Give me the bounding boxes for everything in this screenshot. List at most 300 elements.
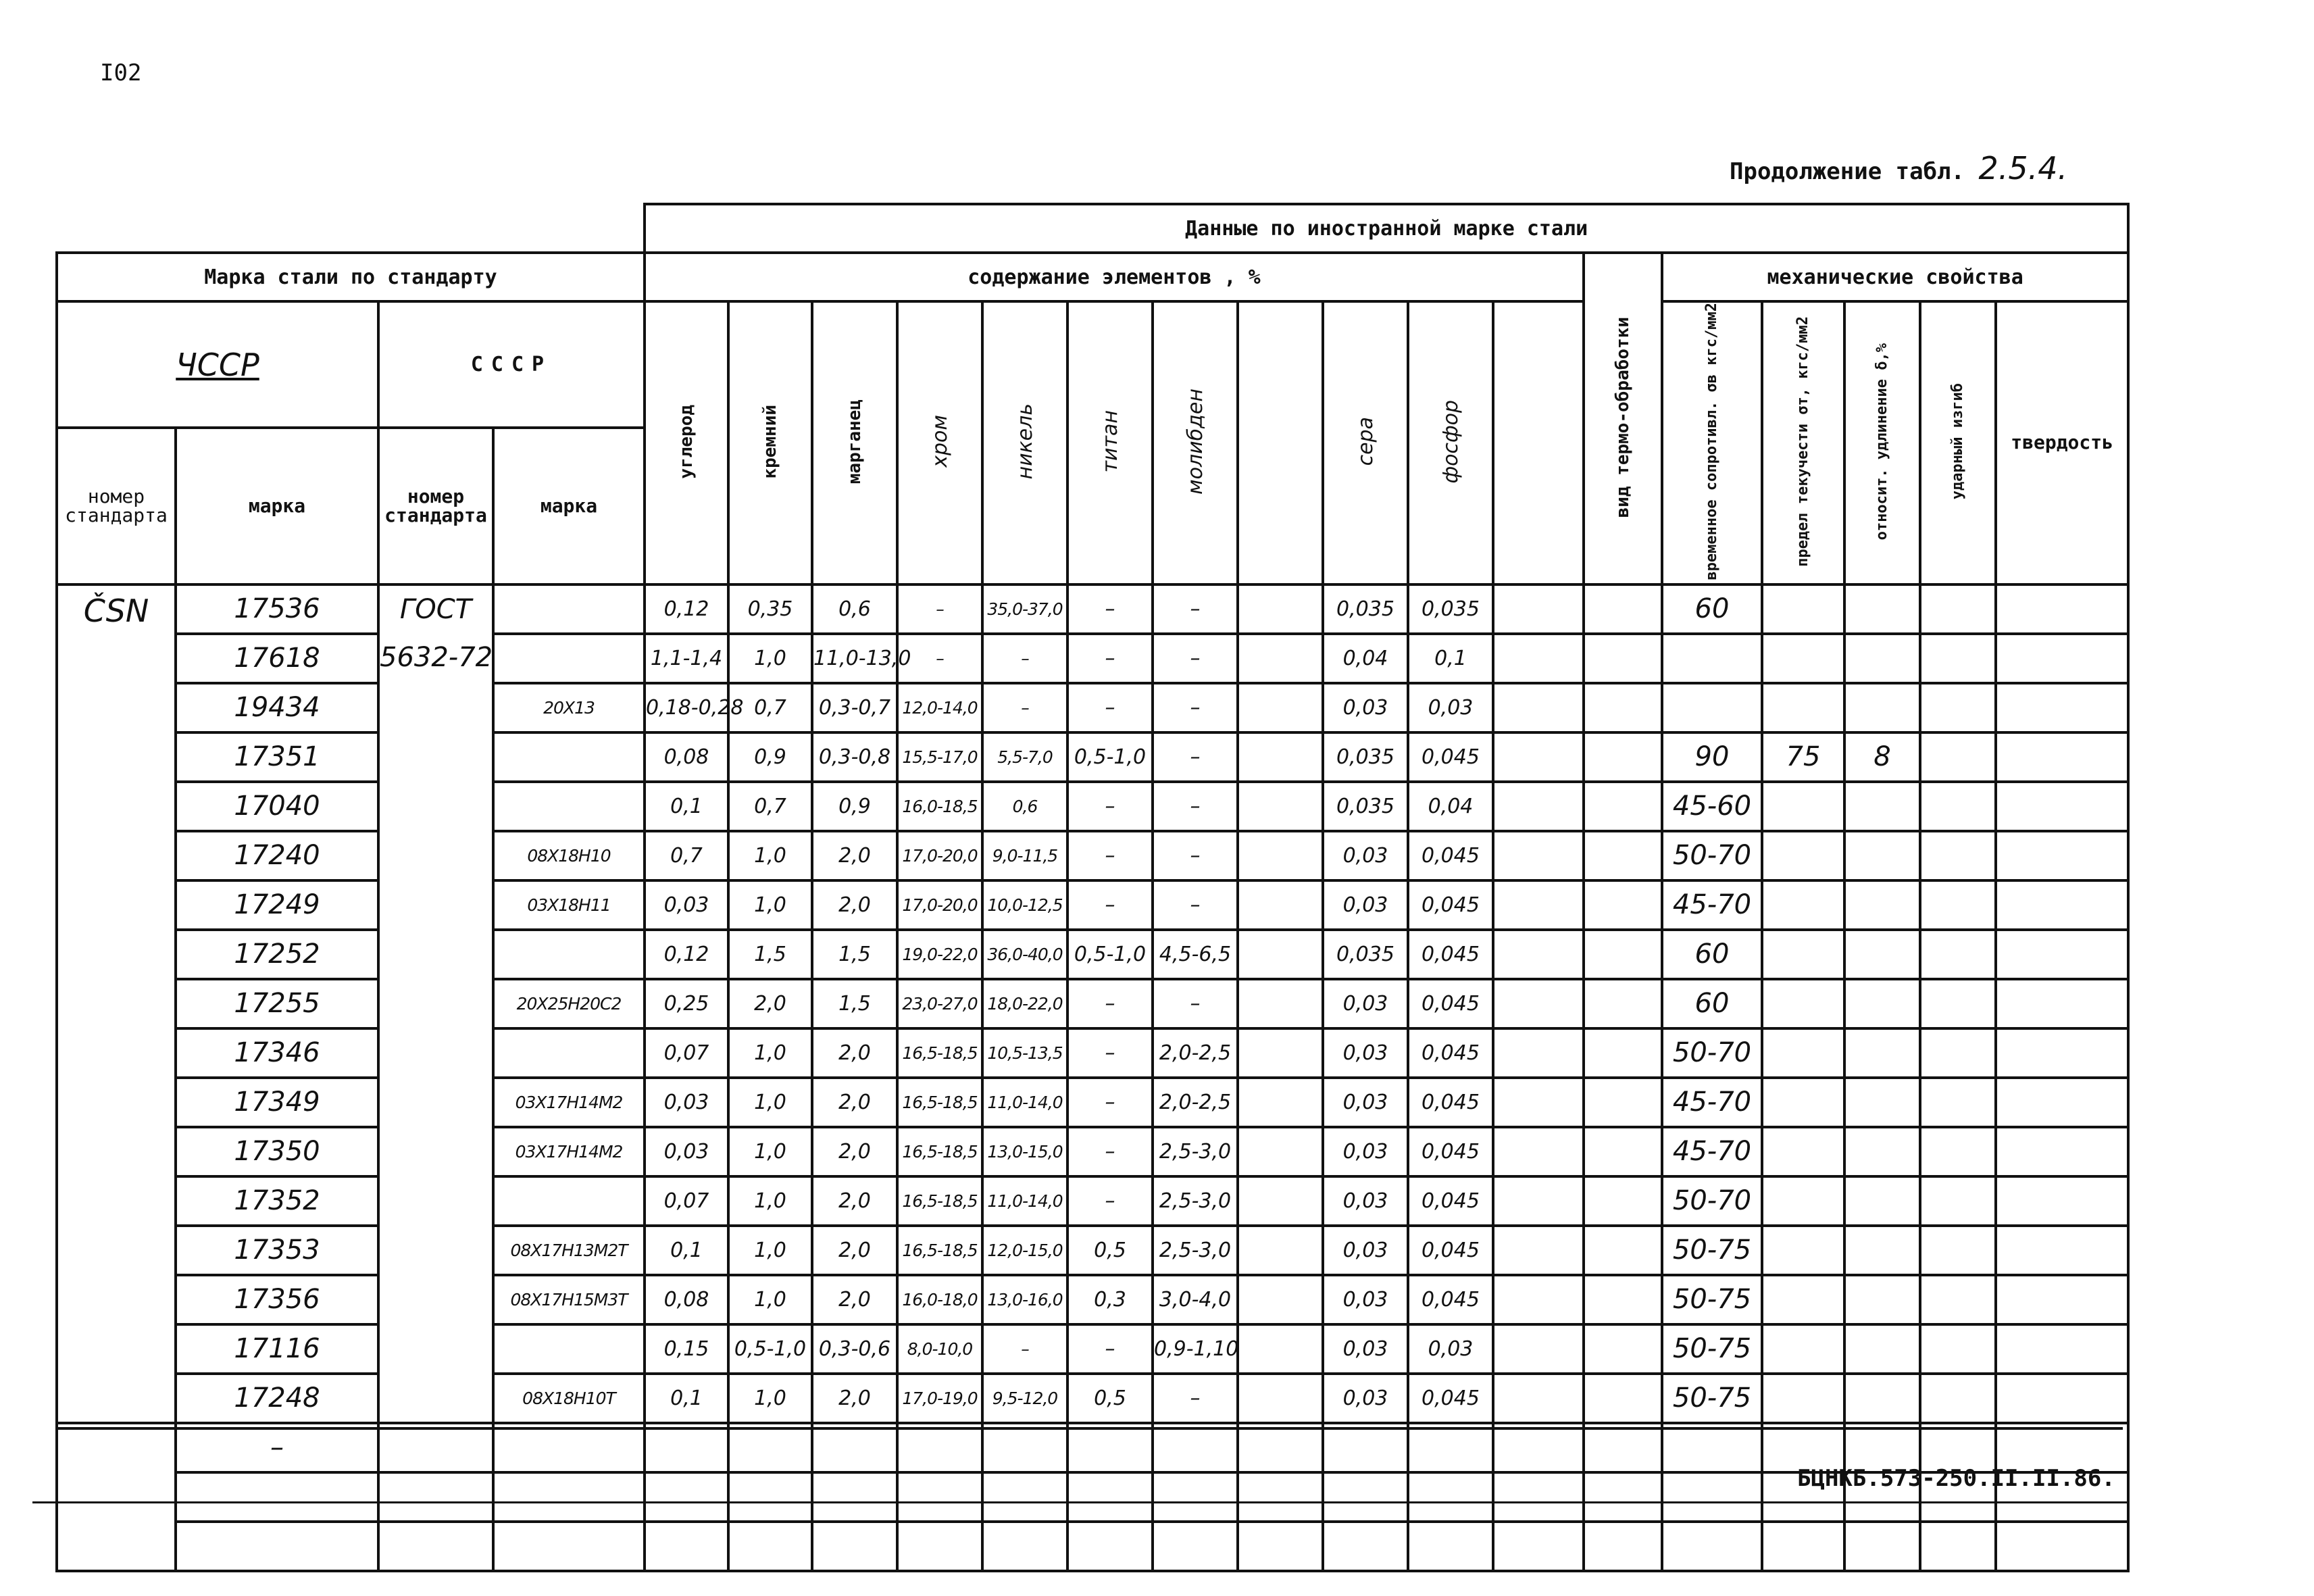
sulfur-value: 0,03 bbox=[1323, 1127, 1408, 1176]
manganese-value: 0,3-0,6 bbox=[812, 1324, 897, 1374]
sulfur-value: 0,03 bbox=[1323, 683, 1408, 732]
elongation-value bbox=[1844, 831, 1920, 880]
ru-grade-cell bbox=[493, 1423, 645, 1472]
sulfur-value bbox=[1323, 1423, 1408, 1472]
elongation-value bbox=[1844, 634, 1920, 683]
elongation-value bbox=[1844, 1275, 1920, 1324]
silicon-value: 1,0 bbox=[728, 1028, 812, 1078]
chromium-value: 17,0-20,0 bbox=[897, 880, 982, 930]
silicon-value: 0,5-1,0 bbox=[728, 1324, 812, 1374]
impact-value bbox=[1920, 1374, 1996, 1423]
yield-strength-value bbox=[1762, 1226, 1844, 1275]
hardness-value bbox=[1996, 732, 2128, 782]
manganese-value bbox=[812, 1472, 897, 1522]
phosphorus-value: 0,035 bbox=[1408, 584, 1493, 634]
continuation-label: Продолжение табл. bbox=[1730, 158, 1965, 185]
sulfur-value: 0,035 bbox=[1323, 732, 1408, 782]
phosphorus-value: 0,03 bbox=[1408, 683, 1493, 732]
phosphorus-value: 0,045 bbox=[1408, 1028, 1493, 1078]
titanium-value: 0,5-1,0 bbox=[1067, 732, 1153, 782]
ultimate-strength-value: 50-75 bbox=[1662, 1226, 1762, 1275]
ultimate-strength-value: 50-75 bbox=[1662, 1374, 1762, 1423]
ru-grade-cell: 03Х18Н11 bbox=[493, 880, 645, 930]
carbon-value: 0,08 bbox=[645, 732, 728, 782]
hardness-value bbox=[1996, 1226, 2128, 1275]
ultimate-strength-value bbox=[1662, 1423, 1762, 1472]
ru-std-cell bbox=[378, 1472, 493, 1522]
molybdenum-value: 2,5-3,0 bbox=[1153, 1176, 1238, 1226]
grade-cell: 17346 bbox=[176, 1028, 378, 1078]
hardness-value bbox=[1996, 1275, 2128, 1324]
ru-grade-cell: 20Х13 bbox=[493, 683, 645, 732]
blank-value-2 bbox=[1493, 880, 1584, 930]
nickel-value: 12,0-15,0 bbox=[982, 1226, 1067, 1275]
chromium-value bbox=[897, 1423, 982, 1472]
silicon-value: 1,0 bbox=[728, 634, 812, 683]
molybdenum-value: – bbox=[1153, 880, 1238, 930]
foreign-data-header: Данные по иностранной марке стали bbox=[645, 204, 2128, 253]
col-elongation: относит. удлинение δ,% bbox=[1844, 301, 1920, 584]
heat-treatment-value bbox=[1584, 1423, 1662, 1472]
hardness-value bbox=[1996, 1176, 2128, 1226]
ru-grade-header: марка bbox=[493, 428, 645, 584]
titanium-value bbox=[1067, 1472, 1153, 1522]
table-row bbox=[57, 1226, 2128, 1275]
heat-treatment-header: вид термо-обработки bbox=[1584, 253, 1662, 584]
grade-cell: 17350 bbox=[176, 1127, 378, 1176]
nickel-value: 11,0-14,0 bbox=[982, 1078, 1067, 1127]
table-row bbox=[57, 880, 2128, 930]
blank-value-2 bbox=[1493, 1078, 1584, 1127]
blank-value-1 bbox=[1238, 584, 1323, 634]
carbon-value: 0,25 bbox=[645, 979, 728, 1028]
ru-grade-cell: 08Х17Н15М3Т bbox=[493, 1275, 645, 1324]
silicon-value: 1,0 bbox=[728, 880, 812, 930]
yield-strength-value bbox=[1762, 782, 1844, 831]
continuation-caption bbox=[1730, 150, 2067, 186]
yield-strength-value bbox=[1762, 634, 1844, 683]
manganese-value: 2,0 bbox=[812, 1275, 897, 1324]
manganese-value: 2,0 bbox=[812, 1127, 897, 1176]
elongation-value bbox=[1844, 1324, 1920, 1374]
blank-value-1 bbox=[1238, 930, 1323, 979]
yield-strength-value bbox=[1762, 1324, 1844, 1374]
nickel-value: 0,6 bbox=[982, 782, 1067, 831]
col-manganese: марганец bbox=[812, 301, 897, 584]
blank-value-1 bbox=[1238, 1226, 1323, 1275]
czech-std-code: ČSN bbox=[57, 584, 176, 1423]
blank-value-1 bbox=[1238, 979, 1323, 1028]
col-nickel: никель bbox=[982, 301, 1067, 584]
grade-cell: 17255 bbox=[176, 979, 378, 1028]
manganese-value bbox=[812, 1423, 897, 1472]
blank-value-1 bbox=[1238, 1324, 1323, 1374]
table-row bbox=[57, 683, 2128, 732]
titanium-value: – bbox=[1067, 1078, 1153, 1127]
ultimate-strength-value: 45-70 bbox=[1662, 1127, 1762, 1176]
grade-cell: 17536 bbox=[176, 584, 378, 634]
grade-cell: 17351 bbox=[176, 732, 378, 782]
phosphorus-value: 0,045 bbox=[1408, 880, 1493, 930]
manganese-value: 2,0 bbox=[812, 1374, 897, 1423]
ru-grade-cell bbox=[493, 782, 645, 831]
mechanical-header: механические свойства bbox=[1662, 253, 2128, 301]
elongation-value bbox=[1844, 1522, 1920, 1571]
phosphorus-value: 0,045 bbox=[1408, 1127, 1493, 1176]
heat-treatment-value bbox=[1584, 782, 1662, 831]
yield-strength-value bbox=[1762, 1374, 1844, 1423]
heat-treatment-value bbox=[1584, 880, 1662, 930]
yield-strength-value bbox=[1762, 683, 1844, 732]
blank-value-2 bbox=[1493, 683, 1584, 732]
blank-corner bbox=[57, 204, 645, 253]
col-silicon: кремний bbox=[728, 301, 812, 584]
table-row bbox=[57, 634, 2128, 683]
yield-strength-value bbox=[1762, 831, 1844, 880]
blank-value-2 bbox=[1493, 979, 1584, 1028]
blank-value-2 bbox=[1493, 1522, 1584, 1571]
impact-value bbox=[1920, 732, 1996, 782]
molybdenum-value: – bbox=[1153, 732, 1238, 782]
manganese-value: 11,0-13,0 bbox=[812, 634, 897, 683]
sulfur-value: 0,03 bbox=[1323, 979, 1408, 1028]
chromium-value bbox=[897, 1522, 982, 1571]
ultimate-strength-value: 45-70 bbox=[1662, 880, 1762, 930]
silicon-value bbox=[728, 1423, 812, 1472]
phosphorus-value bbox=[1408, 1423, 1493, 1472]
blank-value-2 bbox=[1493, 634, 1584, 683]
silicon-value: 0,7 bbox=[728, 683, 812, 732]
ru-grade-cell bbox=[493, 1472, 645, 1522]
silicon-value bbox=[728, 1522, 812, 1571]
sulfur-value: 0,03 bbox=[1323, 1028, 1408, 1078]
sulfur-value: 0,035 bbox=[1323, 584, 1408, 634]
blank-value-2 bbox=[1493, 1374, 1584, 1423]
ultimate-strength-value: 50-70 bbox=[1662, 1176, 1762, 1226]
phosphorus-value bbox=[1408, 1522, 1493, 1571]
table-row bbox=[57, 1078, 2128, 1127]
phosphorus-value: 0,045 bbox=[1408, 1374, 1493, 1423]
ultimate-strength-value: 60 bbox=[1662, 979, 1762, 1028]
molybdenum-value: – bbox=[1153, 634, 1238, 683]
phosphorus-value: 0,045 bbox=[1408, 1176, 1493, 1226]
molybdenum-value: – bbox=[1153, 584, 1238, 634]
chromium-value: 16,5-18,5 bbox=[897, 1028, 982, 1078]
grade-cell: 17353 bbox=[176, 1226, 378, 1275]
hardness-value bbox=[1996, 584, 2128, 634]
silicon-value: 0,7 bbox=[728, 782, 812, 831]
heat-treatment-value bbox=[1584, 831, 1662, 880]
hardness-value bbox=[1996, 1127, 2128, 1176]
blank-value-1 bbox=[1238, 1374, 1323, 1423]
elements-header: содержание элементов , % bbox=[645, 253, 1584, 301]
silicon-value: 1,0 bbox=[728, 1127, 812, 1176]
ru-grade-cell: 08Х17Н13М2Т bbox=[493, 1226, 645, 1275]
blank-value-1 bbox=[1238, 831, 1323, 880]
col-hardness: твердость bbox=[1996, 301, 2128, 584]
elongation-value bbox=[1844, 1176, 1920, 1226]
titanium-value: – bbox=[1067, 1176, 1153, 1226]
molybdenum-value: 3,0-4,0 bbox=[1153, 1275, 1238, 1324]
titanium-value: 0,5 bbox=[1067, 1374, 1153, 1423]
heat-treatment-value bbox=[1584, 634, 1662, 683]
blank-value-1 bbox=[1238, 1176, 1323, 1226]
yield-strength-value bbox=[1762, 1127, 1844, 1176]
titanium-value: – bbox=[1067, 880, 1153, 930]
steel-grades-table bbox=[55, 203, 2130, 1572]
hardness-value bbox=[1996, 1522, 2128, 1571]
nickel-value: 13,0-15,0 bbox=[982, 1127, 1067, 1176]
phosphorus-value: 0,045 bbox=[1408, 732, 1493, 782]
carbon-value: 0,1 bbox=[645, 782, 728, 831]
hardness-value bbox=[1996, 683, 2128, 732]
blank-value-2 bbox=[1493, 1324, 1584, 1374]
elongation-value bbox=[1844, 1226, 1920, 1275]
heat-treatment-value bbox=[1584, 1324, 1662, 1374]
grade-cell: 17352 bbox=[176, 1176, 378, 1226]
nickel-value: 9,0-11,5 bbox=[982, 831, 1067, 880]
gost-number: 5632-72 bbox=[378, 634, 493, 1423]
carbon-value: 1,1-1,4 bbox=[645, 634, 728, 683]
chromium-value bbox=[897, 1472, 982, 1522]
grade-cell: 17040 bbox=[176, 782, 378, 831]
chromium-value: 16,5-18,5 bbox=[897, 1226, 982, 1275]
ru-std-number-header: номер стандарта bbox=[378, 428, 493, 584]
blank-value-1 bbox=[1238, 1423, 1323, 1472]
nickel-value: 10,0-12,5 bbox=[982, 880, 1067, 930]
heat-treatment-value bbox=[1584, 1472, 1662, 1522]
chromium-value: 16,0-18,0 bbox=[897, 1275, 982, 1324]
nickel-value: – bbox=[982, 1324, 1067, 1374]
col-molybdenum: молибден bbox=[1153, 301, 1238, 584]
table-row bbox=[57, 1374, 2128, 1423]
heat-treatment-value bbox=[1584, 732, 1662, 782]
carbon-value: 0,1 bbox=[645, 1374, 728, 1423]
carbon-value: 0,1 bbox=[645, 1226, 728, 1275]
table-row bbox=[57, 732, 2128, 782]
titanium-value: – bbox=[1067, 1028, 1153, 1078]
silicon-value: 1,0 bbox=[728, 1176, 812, 1226]
carbon-value: 0,07 bbox=[645, 1028, 728, 1078]
ultimate-strength-value: 50-75 bbox=[1662, 1275, 1762, 1324]
footer-rule bbox=[32, 1501, 2127, 1503]
phosphorus-value: 0,045 bbox=[1408, 930, 1493, 979]
nickel-value: 18,0-22,0 bbox=[982, 979, 1067, 1028]
blank-value-2 bbox=[1493, 584, 1584, 634]
chromium-value: 12,0-14,0 bbox=[897, 683, 982, 732]
impact-value bbox=[1920, 683, 1996, 732]
nickel-value bbox=[982, 1522, 1067, 1571]
ultimate-strength-value bbox=[1662, 683, 1762, 732]
table-row bbox=[57, 782, 2128, 831]
silicon-value: 1,0 bbox=[728, 1374, 812, 1423]
impact-value bbox=[1920, 831, 1996, 880]
titanium-value: 0,5-1,0 bbox=[1067, 930, 1153, 979]
nickel-value: 11,0-14,0 bbox=[982, 1176, 1067, 1226]
carbon-value bbox=[645, 1472, 728, 1522]
molybdenum-value: – bbox=[1153, 979, 1238, 1028]
nickel-value: 36,0-40,0 bbox=[982, 930, 1067, 979]
carbon-value: 0,03 bbox=[645, 1127, 728, 1176]
yield-strength-value bbox=[1762, 1028, 1844, 1078]
silicon-value: 1,0 bbox=[728, 1078, 812, 1127]
carbon-value bbox=[645, 1522, 728, 1571]
manganese-value: 0,9 bbox=[812, 782, 897, 831]
nickel-value: – bbox=[982, 634, 1067, 683]
impact-value bbox=[1920, 1324, 1996, 1374]
grade-cell: 17240 bbox=[176, 831, 378, 880]
nickel-value bbox=[982, 1423, 1067, 1472]
table-row bbox=[57, 1324, 2128, 1374]
impact-value bbox=[1920, 634, 1996, 683]
table-row bbox=[57, 1028, 2128, 1078]
carbon-value: 0,7 bbox=[645, 831, 728, 880]
phosphorus-value: 0,03 bbox=[1408, 1324, 1493, 1374]
sulfur-value: 0,035 bbox=[1323, 782, 1408, 831]
hardness-value bbox=[1996, 979, 2128, 1028]
nickel-value: 13,0-16,0 bbox=[982, 1275, 1067, 1324]
hardness-value bbox=[1996, 930, 2128, 979]
table-row bbox=[57, 979, 2128, 1028]
col-blank-1 bbox=[1238, 301, 1323, 584]
titanium-value: – bbox=[1067, 979, 1153, 1028]
blank-value-1 bbox=[1238, 634, 1323, 683]
heat-treatment-value bbox=[1584, 1176, 1662, 1226]
manganese-value: 0,3-0,7 bbox=[812, 683, 897, 732]
titanium-value: – bbox=[1067, 782, 1153, 831]
blank-value-1 bbox=[1238, 1275, 1323, 1324]
blank-value-1 bbox=[1238, 683, 1323, 732]
blank-value-2 bbox=[1493, 1226, 1584, 1275]
blank-value-1 bbox=[1238, 880, 1323, 930]
yield-strength-value bbox=[1762, 1522, 1844, 1571]
chromium-value: – bbox=[897, 634, 982, 683]
ru-std-cell bbox=[378, 1522, 493, 1571]
silicon-value: 1,5 bbox=[728, 930, 812, 979]
titanium-value bbox=[1067, 1522, 1153, 1571]
ultimate-strength-value bbox=[1662, 1472, 1762, 1522]
heat-treatment-value bbox=[1584, 1028, 1662, 1078]
ru-grade-cell: 08Х18Н10 bbox=[493, 831, 645, 880]
col-sulfur: сера bbox=[1323, 301, 1408, 584]
titanium-value: – bbox=[1067, 634, 1153, 683]
heat-treatment-value bbox=[1584, 1522, 1662, 1571]
hardness-value bbox=[1996, 634, 2128, 683]
chromium-value: – bbox=[897, 584, 982, 634]
elongation-value bbox=[1844, 979, 1920, 1028]
grade-cell: 17116 bbox=[176, 1324, 378, 1374]
blank-value-2 bbox=[1493, 930, 1584, 979]
chromium-value: 17,0-20,0 bbox=[897, 831, 982, 880]
col-blank-2 bbox=[1493, 301, 1584, 584]
silicon-value bbox=[728, 1472, 812, 1522]
ussr-header: СССР bbox=[378, 301, 645, 428]
titanium-value bbox=[1067, 1423, 1153, 1472]
ru-grade-cell bbox=[493, 1522, 645, 1571]
impact-value bbox=[1920, 930, 1996, 979]
document-code: БЦНКБ.573-250.II.II.86. bbox=[1797, 1465, 2115, 1492]
silicon-value: 1,0 bbox=[728, 1226, 812, 1275]
titanium-value: – bbox=[1067, 584, 1153, 634]
sulfur-value: 0,03 bbox=[1323, 880, 1408, 930]
sulfur-value: 0,03 bbox=[1323, 1176, 1408, 1226]
yield-strength-value bbox=[1762, 1275, 1844, 1324]
elongation-value: 8 bbox=[1844, 732, 1920, 782]
molybdenum-value: – bbox=[1153, 831, 1238, 880]
molybdenum-value: 2,5-3,0 bbox=[1153, 1226, 1238, 1275]
phosphorus-value: 0,045 bbox=[1408, 831, 1493, 880]
bottom-rule bbox=[55, 1427, 2123, 1430]
elongation-value bbox=[1844, 683, 1920, 732]
col-titanium: титан bbox=[1067, 301, 1153, 584]
col-impact: ударный изгиб bbox=[1920, 301, 1996, 584]
ultimate-strength-value: 60 bbox=[1662, 584, 1762, 634]
elongation-value bbox=[1844, 930, 1920, 979]
heat-treatment-value bbox=[1584, 979, 1662, 1028]
yield-strength-value bbox=[1762, 1176, 1844, 1226]
blank-value-1 bbox=[1238, 1472, 1323, 1522]
heat-treatment-value bbox=[1584, 930, 1662, 979]
phosphorus-value: 0,045 bbox=[1408, 1226, 1493, 1275]
elongation-value bbox=[1844, 782, 1920, 831]
carbon-value bbox=[645, 1423, 728, 1472]
titanium-value: – bbox=[1067, 1324, 1153, 1374]
ru-grade-cell bbox=[493, 1324, 645, 1374]
ultimate-strength-value bbox=[1662, 1522, 1762, 1571]
table-row bbox=[57, 1127, 2128, 1176]
manganese-value: 2,0 bbox=[812, 1028, 897, 1078]
carbon-value: 0,18-0,28 bbox=[645, 683, 728, 732]
table-body bbox=[57, 584, 2128, 1571]
molybdenum-value: – bbox=[1153, 683, 1238, 732]
nickel-value: 5,5-7,0 bbox=[982, 732, 1067, 782]
molybdenum-value bbox=[1153, 1522, 1238, 1571]
ultimate-strength-value: 50-70 bbox=[1662, 831, 1762, 880]
impact-value bbox=[1920, 880, 1996, 930]
ultimate-strength-value: 60 bbox=[1662, 930, 1762, 979]
std-number-header: номер стандарта bbox=[57, 428, 176, 584]
molybdenum-value bbox=[1153, 1423, 1238, 1472]
ru-grade-cell: 03Х17Н14М2 bbox=[493, 1078, 645, 1127]
chromium-value: 16,5-18,5 bbox=[897, 1176, 982, 1226]
molybdenum-value: – bbox=[1153, 1374, 1238, 1423]
page-number: I02 bbox=[100, 59, 142, 86]
ru-grade-cell: 08Х18Н10Т bbox=[493, 1374, 645, 1423]
hardness-value bbox=[1996, 880, 2128, 930]
nickel-value: 9,5-12,0 bbox=[982, 1374, 1067, 1423]
manganese-value: 1,5 bbox=[812, 979, 897, 1028]
elongation-value bbox=[1844, 1028, 1920, 1078]
hardness-value bbox=[1996, 1324, 2128, 1374]
heat-treatment-value bbox=[1584, 1374, 1662, 1423]
molybdenum-value: 4,5-6,5 bbox=[1153, 930, 1238, 979]
grade-cell: 17249 bbox=[176, 880, 378, 930]
grade-cell: 17252 bbox=[176, 930, 378, 979]
impact-value bbox=[1920, 1028, 1996, 1078]
titanium-value: 0,3 bbox=[1067, 1275, 1153, 1324]
molybdenum-value: 0,9-1,10 bbox=[1153, 1324, 1238, 1374]
hardness-value bbox=[1996, 782, 2128, 831]
blank-value-1 bbox=[1238, 1078, 1323, 1127]
table-number: 2.5.4. bbox=[1978, 150, 2068, 186]
ru-grade-cell: 20Х25Н20С2 bbox=[493, 979, 645, 1028]
ultimate-strength-value: 50-75 bbox=[1662, 1324, 1762, 1374]
grade-cell: 17618 bbox=[176, 634, 378, 683]
carbon-value: 0,03 bbox=[645, 1078, 728, 1127]
grade-cell: 17356 bbox=[176, 1275, 378, 1324]
nickel-value: – bbox=[982, 683, 1067, 732]
manganese-value: 2,0 bbox=[812, 1078, 897, 1127]
